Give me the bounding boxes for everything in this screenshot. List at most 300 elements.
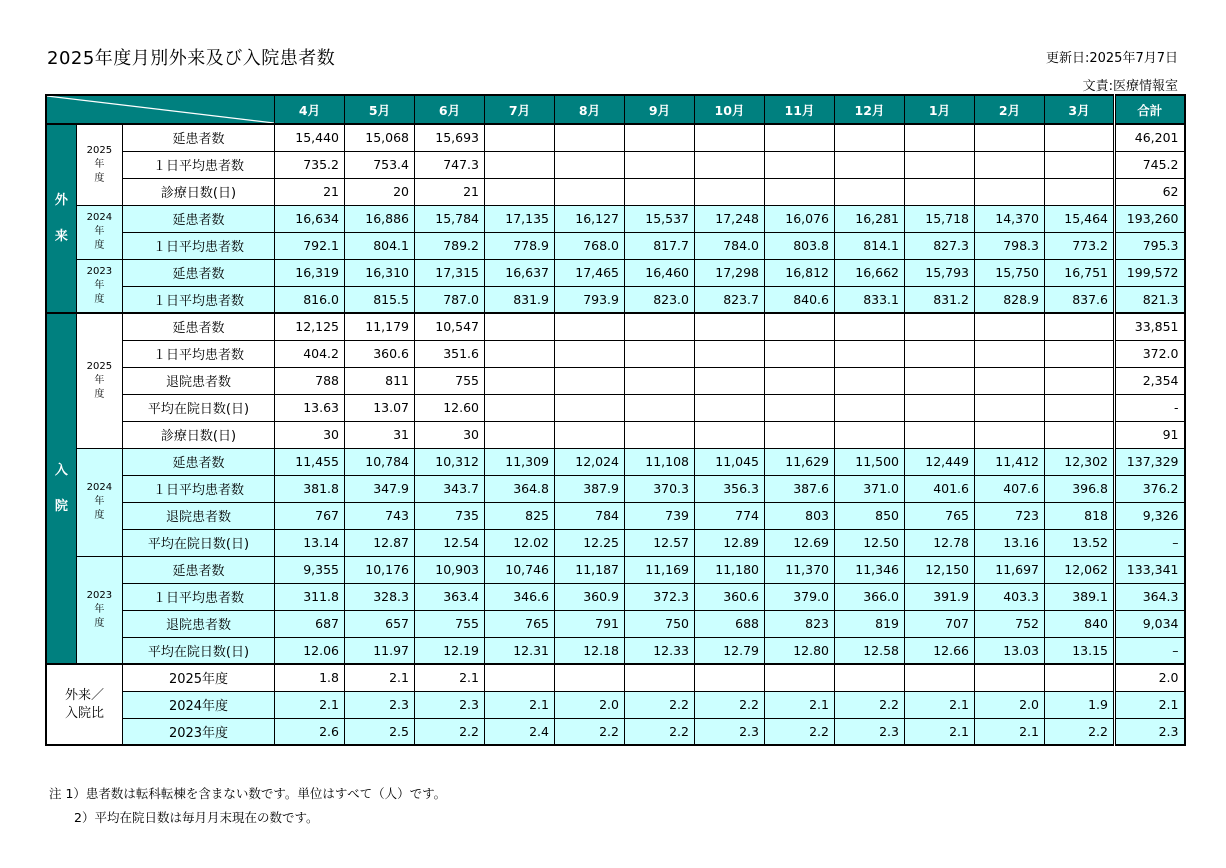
value-cell: 364.8 [485, 475, 555, 502]
value-cell: 15,464 [1045, 205, 1115, 232]
table-row [46, 718, 1185, 745]
table-row [46, 691, 1185, 718]
value-cell [905, 151, 975, 178]
value-cell: 10,312 [415, 448, 485, 475]
value-cell: 16,281 [835, 205, 905, 232]
value-cell: 16,460 [625, 259, 695, 286]
table-body [46, 124, 1185, 745]
value-cell: 12.69 [765, 529, 835, 556]
outpatient-group-label: 外 来 [46, 124, 76, 313]
value-cell: 403.3 [975, 583, 1045, 610]
value-cell: 831.2 [905, 286, 975, 313]
value-cell: 14,370 [975, 205, 1045, 232]
value-cell: 12,062 [1045, 556, 1115, 583]
total-cell: 2.0 [1115, 664, 1185, 691]
value-cell: 11,108 [625, 448, 695, 475]
value-cell: 787.0 [415, 286, 485, 313]
value-cell: 2.2 [765, 718, 835, 745]
value-cell: 2.1 [275, 691, 345, 718]
value-cell: 10,746 [485, 556, 555, 583]
value-cell: 12.25 [555, 529, 625, 556]
total-cell: - [1115, 394, 1185, 421]
value-cell: 768.0 [555, 232, 625, 259]
row-label: 退院患者数 [122, 367, 274, 394]
value-cell: 16,076 [765, 205, 835, 232]
value-cell: 750 [625, 610, 695, 637]
total-cell: 376.2 [1115, 475, 1185, 502]
value-cell [835, 664, 905, 691]
value-cell [695, 151, 765, 178]
value-cell: 788 [275, 367, 345, 394]
value-cell [625, 367, 695, 394]
value-cell: 784.0 [695, 232, 765, 259]
value-cell: 363.4 [415, 583, 485, 610]
value-cell [1045, 178, 1115, 205]
value-cell [695, 178, 765, 205]
value-cell [835, 178, 905, 205]
value-cell [695, 367, 765, 394]
value-cell: 767 [275, 502, 345, 529]
value-cell: 2.5 [345, 718, 415, 745]
value-cell: 12.80 [765, 637, 835, 664]
value-cell: 370.3 [625, 475, 695, 502]
year-label: 2025 年 度 [76, 124, 122, 205]
value-cell [975, 340, 1045, 367]
value-cell: 12,024 [555, 448, 625, 475]
value-cell [975, 124, 1045, 151]
table-row [46, 664, 1185, 691]
value-cell: 11,500 [835, 448, 905, 475]
value-cell: 16,634 [275, 205, 345, 232]
inpatient-group-label: 入 院 [46, 313, 76, 664]
total-cell: 745.2 [1115, 151, 1185, 178]
value-cell [975, 178, 1045, 205]
value-cell: 11,370 [765, 556, 835, 583]
value-cell [625, 313, 695, 340]
value-cell: 15,068 [345, 124, 415, 151]
value-cell: 311.8 [275, 583, 345, 610]
value-cell [905, 367, 975, 394]
table-row [46, 502, 1185, 529]
value-cell [1045, 367, 1115, 394]
value-cell: 11,045 [695, 448, 765, 475]
value-cell: 11,346 [835, 556, 905, 583]
value-cell: 10,903 [415, 556, 485, 583]
value-cell: 12.33 [625, 637, 695, 664]
table-row [46, 313, 1185, 340]
value-cell: 16,662 [835, 259, 905, 286]
value-cell: 792.1 [275, 232, 345, 259]
value-cell: 401.6 [905, 475, 975, 502]
table-row [46, 610, 1185, 637]
value-cell [975, 151, 1045, 178]
author-credit: 文責:医療情報室 [1082, 79, 1178, 94]
value-cell: 12.60 [415, 394, 485, 421]
table-row [46, 556, 1185, 583]
value-cell: 2.3 [345, 691, 415, 718]
value-cell: 784 [555, 502, 625, 529]
value-cell: 17,298 [695, 259, 765, 286]
value-cell: 11,179 [345, 313, 415, 340]
value-cell: 804.1 [345, 232, 415, 259]
row-label: 延患者数 [122, 205, 274, 232]
value-cell: 366.0 [835, 583, 905, 610]
value-cell: 811 [345, 367, 415, 394]
value-cell: 840 [1045, 610, 1115, 637]
value-cell [765, 124, 835, 151]
row-label: １日平均患者数 [122, 232, 274, 259]
value-cell: 752 [975, 610, 1045, 637]
row-label: 2025年度 [122, 664, 274, 691]
value-cell: 391.9 [905, 583, 975, 610]
value-cell [1045, 151, 1115, 178]
table-row [46, 178, 1185, 205]
value-cell [1045, 340, 1115, 367]
total-cell: 2.1 [1115, 691, 1185, 718]
value-cell [555, 124, 625, 151]
value-cell: 13.14 [275, 529, 345, 556]
value-cell: 12.57 [625, 529, 695, 556]
value-cell: 381.8 [275, 475, 345, 502]
value-cell: 840.6 [765, 286, 835, 313]
value-cell [765, 367, 835, 394]
total-cell: 62 [1115, 178, 1185, 205]
value-cell [905, 178, 975, 205]
value-cell: 778.9 [485, 232, 555, 259]
value-cell: 2.2 [625, 691, 695, 718]
value-cell: 12.18 [555, 637, 625, 664]
value-cell: 12.89 [695, 529, 765, 556]
value-cell: 13.15 [1045, 637, 1115, 664]
value-cell [485, 394, 555, 421]
total-cell: 2,354 [1115, 367, 1185, 394]
value-cell: 815.5 [345, 286, 415, 313]
value-cell [625, 151, 695, 178]
value-cell [765, 151, 835, 178]
value-cell: 13.52 [1045, 529, 1115, 556]
value-cell: 2.2 [625, 718, 695, 745]
value-cell: 687 [275, 610, 345, 637]
table-row [46, 151, 1185, 178]
row-label: 診療日数(日) [122, 178, 274, 205]
value-cell: 2.0 [975, 691, 1045, 718]
year-label: 2025 年 度 [76, 313, 122, 448]
value-cell: 828.9 [975, 286, 1045, 313]
value-cell: 2.4 [485, 718, 555, 745]
month-header-3: 6月 [415, 95, 485, 124]
value-cell: 2.3 [835, 718, 905, 745]
row-label: 延患者数 [122, 313, 274, 340]
month-header-1: 4月 [275, 95, 345, 124]
total-cell: 46,201 [1115, 124, 1185, 151]
value-cell [1045, 421, 1115, 448]
value-cell: 346.6 [485, 583, 555, 610]
value-cell: 2.2 [835, 691, 905, 718]
value-cell: 12.78 [905, 529, 975, 556]
value-cell: 11,697 [975, 556, 1045, 583]
table-row [46, 448, 1185, 475]
table-row [46, 475, 1185, 502]
value-cell: 12.58 [835, 637, 905, 664]
value-cell: 13.07 [345, 394, 415, 421]
table-row [46, 529, 1185, 556]
value-cell [975, 664, 1045, 691]
value-cell: 743 [345, 502, 415, 529]
value-cell [835, 340, 905, 367]
total-cell: 821.3 [1115, 286, 1185, 313]
value-cell: 12,449 [905, 448, 975, 475]
month-header-5: 8月 [555, 95, 625, 124]
value-cell [765, 421, 835, 448]
value-cell: 21 [275, 178, 345, 205]
value-cell: 825 [485, 502, 555, 529]
row-label: 延患者数 [122, 124, 274, 151]
table-row [46, 340, 1185, 367]
note-2: 2）平均在院日数は毎月月末現在の数です。 [74, 810, 319, 825]
value-cell: 2.1 [415, 664, 485, 691]
value-cell [765, 340, 835, 367]
value-cell [695, 340, 765, 367]
value-cell: 13.16 [975, 529, 1045, 556]
row-label: 延患者数 [122, 259, 274, 286]
value-cell: 798.3 [975, 232, 1045, 259]
note-1: 注 1）患者数は転科転棟を含まない数です。単位はすべて（人）です。 [49, 786, 447, 801]
value-cell: 735 [415, 502, 485, 529]
total-cell: 33,851 [1115, 313, 1185, 340]
value-cell: 404.2 [275, 340, 345, 367]
row-label: 延患者数 [122, 448, 274, 475]
value-cell: 21 [415, 178, 485, 205]
value-cell [625, 394, 695, 421]
page-title: 2025年度月別外来及び入院患者数 [47, 48, 336, 69]
month-header-6: 9月 [625, 95, 695, 124]
value-cell: 688 [695, 610, 765, 637]
value-cell [975, 421, 1045, 448]
value-cell [835, 421, 905, 448]
value-cell: 11.97 [345, 637, 415, 664]
row-label: 平均在院日数(日) [122, 394, 274, 421]
value-cell: 12.79 [695, 637, 765, 664]
value-cell [625, 178, 695, 205]
row-label: 2023年度 [122, 718, 274, 745]
value-cell: 12.06 [275, 637, 345, 664]
row-label: 退院患者数 [122, 502, 274, 529]
row-label: 2024年度 [122, 691, 274, 718]
value-cell: 774 [695, 502, 765, 529]
value-cell: 817.7 [625, 232, 695, 259]
row-label: 延患者数 [122, 556, 274, 583]
value-cell: 11,309 [485, 448, 555, 475]
row-label: １日平均患者数 [122, 583, 274, 610]
value-cell: 13.63 [275, 394, 345, 421]
value-cell: 747.3 [415, 151, 485, 178]
value-cell: 360.9 [555, 583, 625, 610]
row-label: １日平均患者数 [122, 286, 274, 313]
value-cell [625, 340, 695, 367]
value-cell: 2.1 [345, 664, 415, 691]
value-cell [555, 394, 625, 421]
value-cell: 12.66 [905, 637, 975, 664]
table-row [46, 367, 1185, 394]
month-header-10: 1月 [905, 95, 975, 124]
value-cell: 2.3 [695, 718, 765, 745]
month-header-11: 2月 [975, 95, 1045, 124]
value-cell: 10,784 [345, 448, 415, 475]
year-label: 2023 年 度 [76, 556, 122, 664]
row-label: 退院患者数 [122, 610, 274, 637]
value-cell: 15,537 [625, 205, 695, 232]
value-cell: 356.3 [695, 475, 765, 502]
header-row [46, 95, 1185, 124]
value-cell [835, 367, 905, 394]
value-cell: 328.3 [345, 583, 415, 610]
value-cell: 15,440 [275, 124, 345, 151]
value-cell: 16,886 [345, 205, 415, 232]
value-cell: 12.87 [345, 529, 415, 556]
value-cell: 12.02 [485, 529, 555, 556]
value-cell [835, 151, 905, 178]
value-cell [695, 313, 765, 340]
value-cell [555, 367, 625, 394]
value-cell [625, 664, 695, 691]
value-cell: 15,784 [415, 205, 485, 232]
value-cell: 2.2 [555, 718, 625, 745]
value-cell [975, 313, 1045, 340]
value-cell: 17,465 [555, 259, 625, 286]
value-cell: 657 [345, 610, 415, 637]
value-cell [695, 394, 765, 421]
value-cell: 753.4 [345, 151, 415, 178]
table-row [46, 637, 1185, 664]
value-cell: 2.1 [975, 718, 1045, 745]
value-cell: 850 [835, 502, 905, 529]
value-cell [905, 340, 975, 367]
value-cell [765, 313, 835, 340]
value-cell [625, 421, 695, 448]
value-cell: 2.2 [695, 691, 765, 718]
value-cell: 10,176 [345, 556, 415, 583]
value-cell: 2.6 [275, 718, 345, 745]
value-cell: 773.2 [1045, 232, 1115, 259]
table-row [46, 205, 1185, 232]
value-cell: 823 [765, 610, 835, 637]
value-cell: 387.6 [765, 475, 835, 502]
value-cell [1045, 313, 1115, 340]
value-cell: 2.1 [765, 691, 835, 718]
ratio-group-label: 外来／ 入院比 [46, 664, 122, 745]
value-cell: 803.8 [765, 232, 835, 259]
value-cell: 11,455 [275, 448, 345, 475]
total-cell: 137,329 [1115, 448, 1185, 475]
value-cell [835, 124, 905, 151]
value-cell: 1.9 [1045, 691, 1115, 718]
row-label: １日平均患者数 [122, 151, 274, 178]
value-cell: 2.1 [905, 691, 975, 718]
value-cell [485, 367, 555, 394]
value-cell: 31 [345, 421, 415, 448]
total-cell: 372.0 [1115, 340, 1185, 367]
total-cell: 193,260 [1115, 205, 1185, 232]
value-cell: 16,637 [485, 259, 555, 286]
table-row [46, 394, 1185, 421]
value-cell: 20 [345, 178, 415, 205]
value-cell: 12,125 [275, 313, 345, 340]
value-cell: 351.6 [415, 340, 485, 367]
value-cell [625, 124, 695, 151]
value-cell [555, 664, 625, 691]
value-cell: 387.9 [555, 475, 625, 502]
value-cell: 789.2 [415, 232, 485, 259]
value-cell: 735.2 [275, 151, 345, 178]
value-cell: 11,412 [975, 448, 1045, 475]
value-cell: 15,750 [975, 259, 1045, 286]
value-cell: 819 [835, 610, 905, 637]
value-cell: 9,355 [275, 556, 345, 583]
value-cell [555, 313, 625, 340]
total-cell: 199,572 [1115, 259, 1185, 286]
table-row [46, 421, 1185, 448]
value-cell [835, 313, 905, 340]
value-cell [485, 664, 555, 691]
table-row [46, 124, 1185, 151]
value-cell [555, 340, 625, 367]
value-cell: 2.0 [555, 691, 625, 718]
value-cell: 833.1 [835, 286, 905, 313]
value-cell [1045, 394, 1115, 421]
value-cell: 360.6 [345, 340, 415, 367]
row-label: 平均在院日数(日) [122, 637, 274, 664]
total-cell: 9,034 [1115, 610, 1185, 637]
value-cell: 2.2 [415, 718, 485, 745]
month-header-8: 11月 [765, 95, 835, 124]
row-label: １日平均患者数 [122, 340, 274, 367]
value-cell: 2.2 [1045, 718, 1115, 745]
value-cell: 765 [905, 502, 975, 529]
month-header-4: 7月 [485, 95, 555, 124]
value-cell: 12.31 [485, 637, 555, 664]
value-cell [555, 151, 625, 178]
month-header-7: 10月 [695, 95, 765, 124]
value-cell [485, 151, 555, 178]
value-cell [695, 421, 765, 448]
value-cell: 15,793 [905, 259, 975, 286]
value-cell: 17,315 [415, 259, 485, 286]
year-label: 2024 年 度 [76, 448, 122, 556]
value-cell: 13.03 [975, 637, 1045, 664]
value-cell: 10,547 [415, 313, 485, 340]
diagonal-line-icon [47, 96, 274, 123]
total-cell: 795.3 [1115, 232, 1185, 259]
value-cell: 17,135 [485, 205, 555, 232]
total-cell: 91 [1115, 421, 1185, 448]
updated-date: 更新日:2025年7月7日 [1045, 51, 1178, 66]
value-cell: 755 [415, 610, 485, 637]
value-cell: 15,693 [415, 124, 485, 151]
value-cell: 793.9 [555, 286, 625, 313]
value-cell [485, 340, 555, 367]
value-cell [765, 664, 835, 691]
value-cell: 12,302 [1045, 448, 1115, 475]
value-cell [765, 394, 835, 421]
month-header-2: 5月 [345, 95, 415, 124]
value-cell: 30 [275, 421, 345, 448]
value-cell: 723 [975, 502, 1045, 529]
value-cell [555, 178, 625, 205]
value-cell [975, 394, 1045, 421]
value-cell: 360.6 [695, 583, 765, 610]
value-cell [1045, 664, 1115, 691]
value-cell: 755 [415, 367, 485, 394]
